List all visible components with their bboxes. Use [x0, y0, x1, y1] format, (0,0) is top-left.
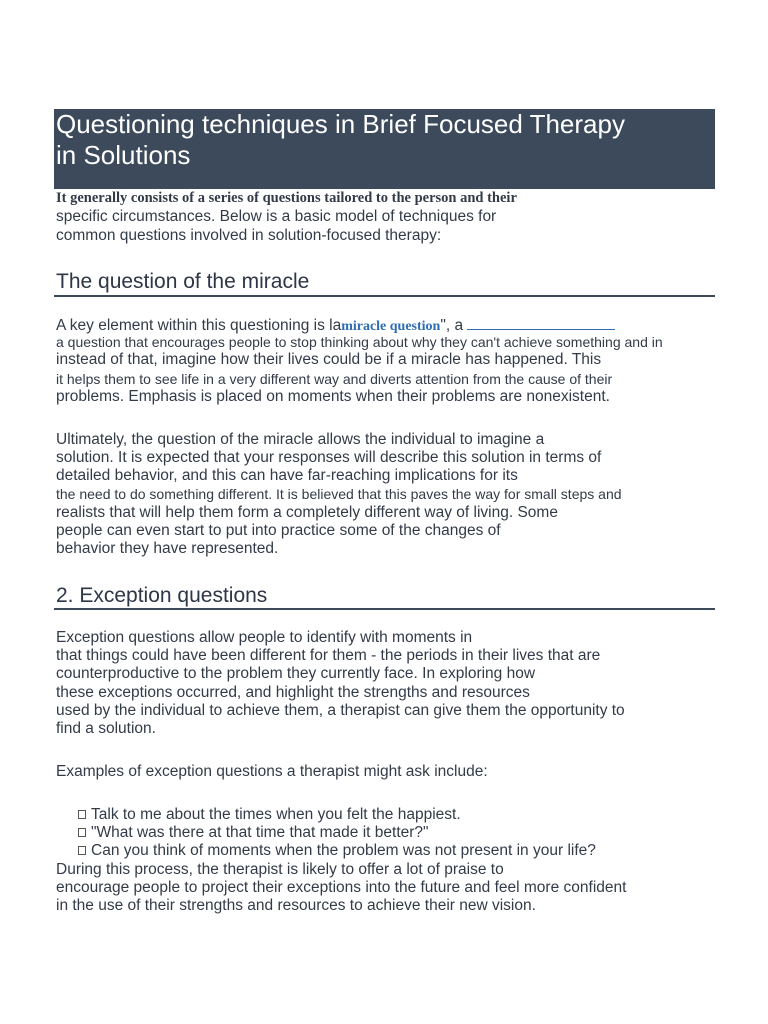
title-banner [54, 109, 715, 189]
paragraph-line [56, 315, 615, 336]
paragraph-line: Exception questions allow people to identify with moments in [56, 629, 473, 646]
list-item-text: "What was there at that time that made it better?" [91, 824, 429, 841]
bullet-box-icon [78, 828, 86, 837]
section-divider [54, 295, 715, 297]
paragraph-line: people can even start to put into practice some of the changes of [56, 522, 501, 539]
paragraph-line: counterproductive to the problem they currently face. In exploring how [56, 665, 536, 682]
paragraph-line: During this process, the therapist is likely to offer a lot of praise to [56, 861, 504, 878]
paragraph-line: used by the individual to achieve them, a therapist can give them the opportunity to [56, 702, 625, 719]
paragraph-line: instead of that, imagine how their lives could be if a miracle has happened. This [56, 351, 602, 368]
list-item [78, 806, 461, 824]
intro-line-3: common questions involved in solution-focused therapy: [56, 227, 442, 244]
paragraph-line: problems. Emphasis is placed on moments when their problems are nonexistent. [56, 388, 610, 405]
list-item [78, 824, 429, 842]
examples-intro: Examples of exception questions a therapist might ask include: [56, 763, 488, 780]
paragraph-line: a question that encourages people to stop thinking about why they can't achieve something and in [56, 334, 663, 350]
paragraph-line: it helps them to see life in a very different way and diverts attention from the cause of their [56, 371, 613, 387]
miracle-suffix-text: ", a [440, 317, 464, 334]
bullet-box-icon [78, 846, 86, 855]
page-title [56, 109, 625, 171]
section-divider [54, 608, 715, 610]
paragraph-line: these exceptions occurred, and highlight the strengths and resources [56, 684, 530, 701]
paragraph-line: solution. It is expected that your responses will describe this solution in terms of [56, 449, 602, 466]
bullet-box-icon [78, 810, 86, 819]
paragraph-line: encourage people to project their exceptions into the future and feel more confident [56, 879, 627, 896]
paragraph-line: find a solution. [56, 720, 156, 737]
paragraph-line: the need to do something different. It is believed that this paves the way for small steps and [56, 486, 622, 502]
section-heading-exceptions: 2. Exception questions [56, 584, 268, 607]
paragraph-line: detailed behavior, and this can have far-reaching implications for its [56, 467, 518, 484]
intro-line-1: It generally consists of a series of questions tailored to the person and their [56, 190, 517, 206]
list-item-text: Can you think of moments when the problem was not present in your life? [91, 842, 596, 859]
paragraph-line: that things could have been different for them - the periods in their lives that are [56, 647, 601, 664]
blank-underline [467, 315, 615, 330]
miracle-question-link[interactable]: miracle question [341, 319, 441, 334]
section-heading-miracle: The question of the miracle [56, 270, 310, 293]
title-line-2: in Solutions [56, 140, 191, 170]
paragraph-line: in the use of their strengths and resources to achieve their new vision. [56, 897, 536, 914]
paragraph-line: realists that will help them form a completely different way of living. Some [56, 504, 558, 521]
title-line-1: Questioning techniques in Brief Focused Therapy [56, 109, 625, 139]
list-item-text: Talk to me about the times when you felt the happiest. [91, 806, 461, 823]
intro-line-2: specific circumstances. Below is a basic model of techniques for [56, 208, 497, 225]
paragraph-line: Ultimately, the question of the miracle allows the individual to imagine a [56, 431, 545, 448]
miracle-prefix-text: A key element within this questioning is la [56, 317, 342, 334]
list-item [78, 842, 596, 860]
paragraph-line: behavior they have represented. [56, 540, 279, 557]
